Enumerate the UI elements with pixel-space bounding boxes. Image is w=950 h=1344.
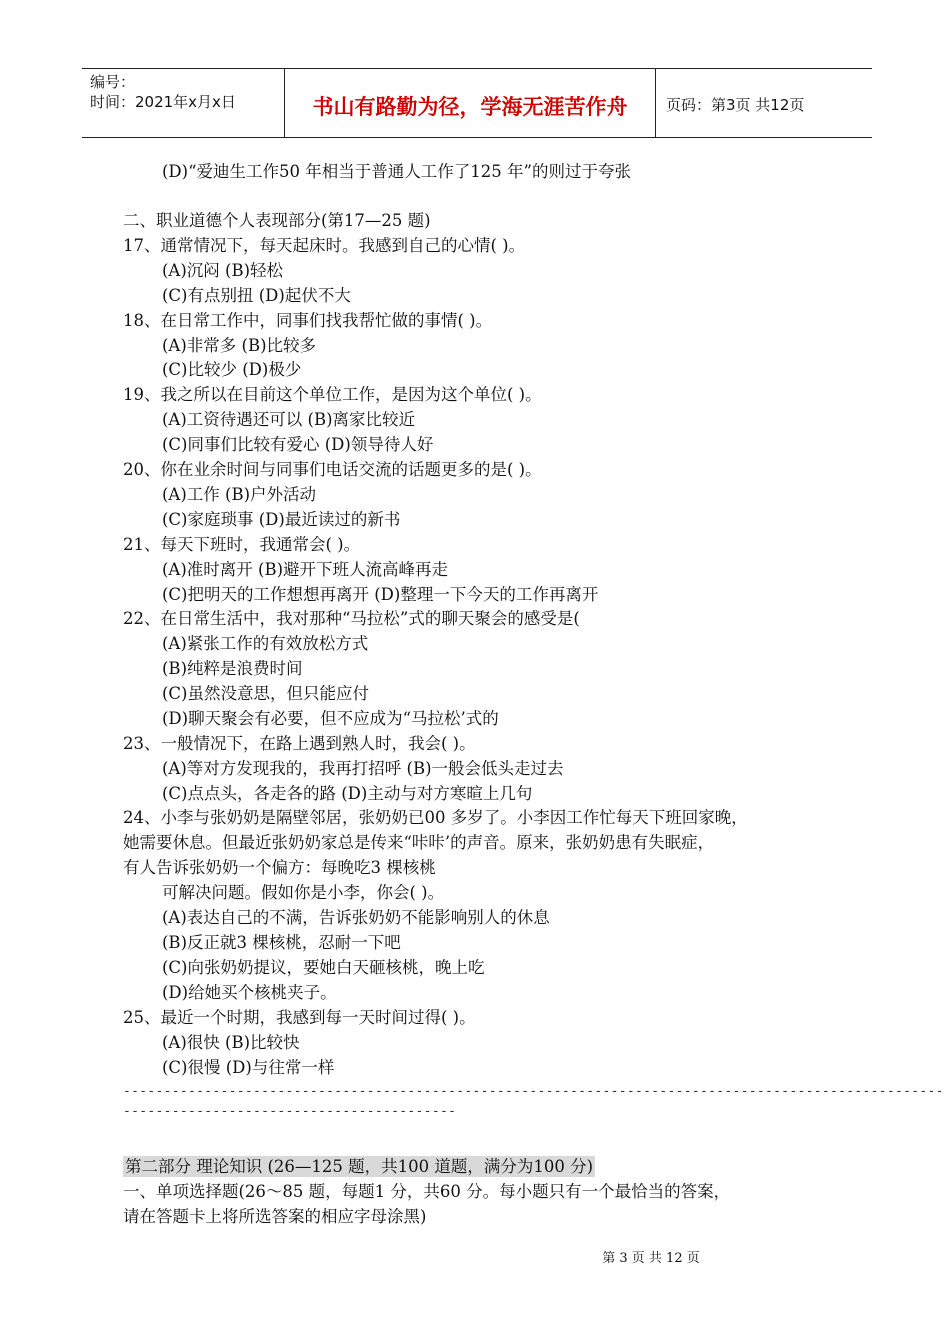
question-line: 23、一般情况下，在路上遇到熟人时，我会( )。 [123,734,476,753]
time-label: 时间：2021年x月x日 [90,93,236,111]
separator-line: ----------------------------------------------------------------------------------------------------- [123,1084,944,1099]
instruction-line: 请在答题卡上将所选答案的相应字母涂黑) [123,1207,427,1226]
motto-text: 书山有路勤为径，学海无涯苦作舟 [312,95,628,119]
option-line: (C)家庭琐事 (D)最近读过的新书 [162,510,401,529]
header-page-cell [656,69,872,137]
option-line: (A)准时离开 (B)避开下班人流高峰再走 [162,560,449,579]
question-line: 18、在日常工作中，同事们找我帮忙做的事情( )。 [123,311,493,330]
option-line: (D)给她买个核桃夹子。 [162,983,337,1002]
question-line: 19、我之所以在目前这个单位工作，是因为这个单位( )。 [123,385,542,404]
section-heading: 二、职业道德个人表现部分(第17—25 题) [123,211,431,230]
page-info: 页码：第3页 共12页 [666,96,805,114]
header-meta-cell [82,69,285,137]
option-line: (A)紧张工作的有效放松方式 [162,634,369,653]
option-line: (A)等对方发现我的，我再打招呼 (B)一般会低头走过去 [162,759,564,778]
question-line: 25、最近一个时期，我感到每一天时间过得( )。 [123,1008,476,1027]
code-label: 编号： [90,73,136,91]
option-line: (A)很快 (B)比较快 [162,1033,300,1052]
question-line: 17、通常情况下，每天起床时。我感到自己的心情( )。 [123,236,526,255]
footer-page-number: 第 3 页 共 12 页 [602,1251,700,1266]
option-line: (D)聊天聚会有必要，但不应成为“马拉松’式的 [162,709,499,728]
question-line: 她需要休息。但最近张奶奶家总是传来“咔咔’的声音。原来，张奶奶患有失眠症， [123,833,715,852]
option-line: (C)同事们比较有爱心 (D)领导待人好 [162,435,434,454]
question-line: 可解决问题。假如你是小李，你会( )。 [162,883,445,902]
question-line: 20、你在业余时间与同事们电话交流的话题更多的是( )。 [123,460,542,479]
option-line: (C)很慢 (D)与往常一样 [162,1058,335,1077]
option-line: (B)反正就3 棵核桃，忍耐一下吧 [162,933,401,952]
option-line: (A)非常多 (B)比较多 [162,336,317,355]
part-title [123,1157,595,1177]
option-line: (C)点点头，各走各的路 (D)主动与对方寒暄上几句 [162,784,533,803]
question-line: 22、在日常生活中，我对那种“马拉松”式的聊天聚会的感受是( [123,609,580,628]
option-line: (C)比较少 (D)极少 [162,360,302,379]
question-line: 有人告诉张奶奶一个偏方：每晚吃3 棵核桃 [123,858,436,877]
option-line: (B)纯粹是浪费时间 [162,659,303,678]
instruction-line: 一、单项选择题(26～85 题，每题1 分，共60 分。每小题只有一个最恰当的答案， [123,1182,731,1201]
option-line: (C)虽然没意思，但只能应付 [162,684,369,703]
page-footer [0,1247,950,1266]
page-header [82,68,872,138]
option-line: (C)向张奶奶提议，要她白天砸核桃，晚上吃 [162,958,485,977]
option-line: (A)表达自己的不满，告诉张奶奶不能影响别人的休息 [162,908,550,927]
option-line: (A)工作 (B)户外活动 [162,485,317,504]
option-line: (A)工资待遇还可以 (B)离家比较近 [162,410,416,429]
separator-line: ----------------------------------------- [123,1104,457,1119]
option-line: (A)沉闷 (B)轻松 [162,261,284,280]
part-title-text: 第二部分 理论知识 (26—125 题，共100 道题，满分为100 分) [125,1157,594,1176]
question-line: 21、每天下班时，我通常会( )。 [123,535,361,554]
option-line: (C)有点别扭 (D)起伏不大 [162,286,351,305]
option-line: (D)“爱迪生工作50 年相当于普通人工作了125 年”的则过于夸张 [162,162,631,181]
option-line: (C)把明天的工作想想再离开 (D)整理一下今天的工作再离开 [162,585,599,604]
header-motto-cell [285,69,656,137]
question-line: 24、小李与张奶奶是隔壁邻居，张奶奶已00 多岁了。小李因工作忙每天下班回家晚， [123,808,748,827]
